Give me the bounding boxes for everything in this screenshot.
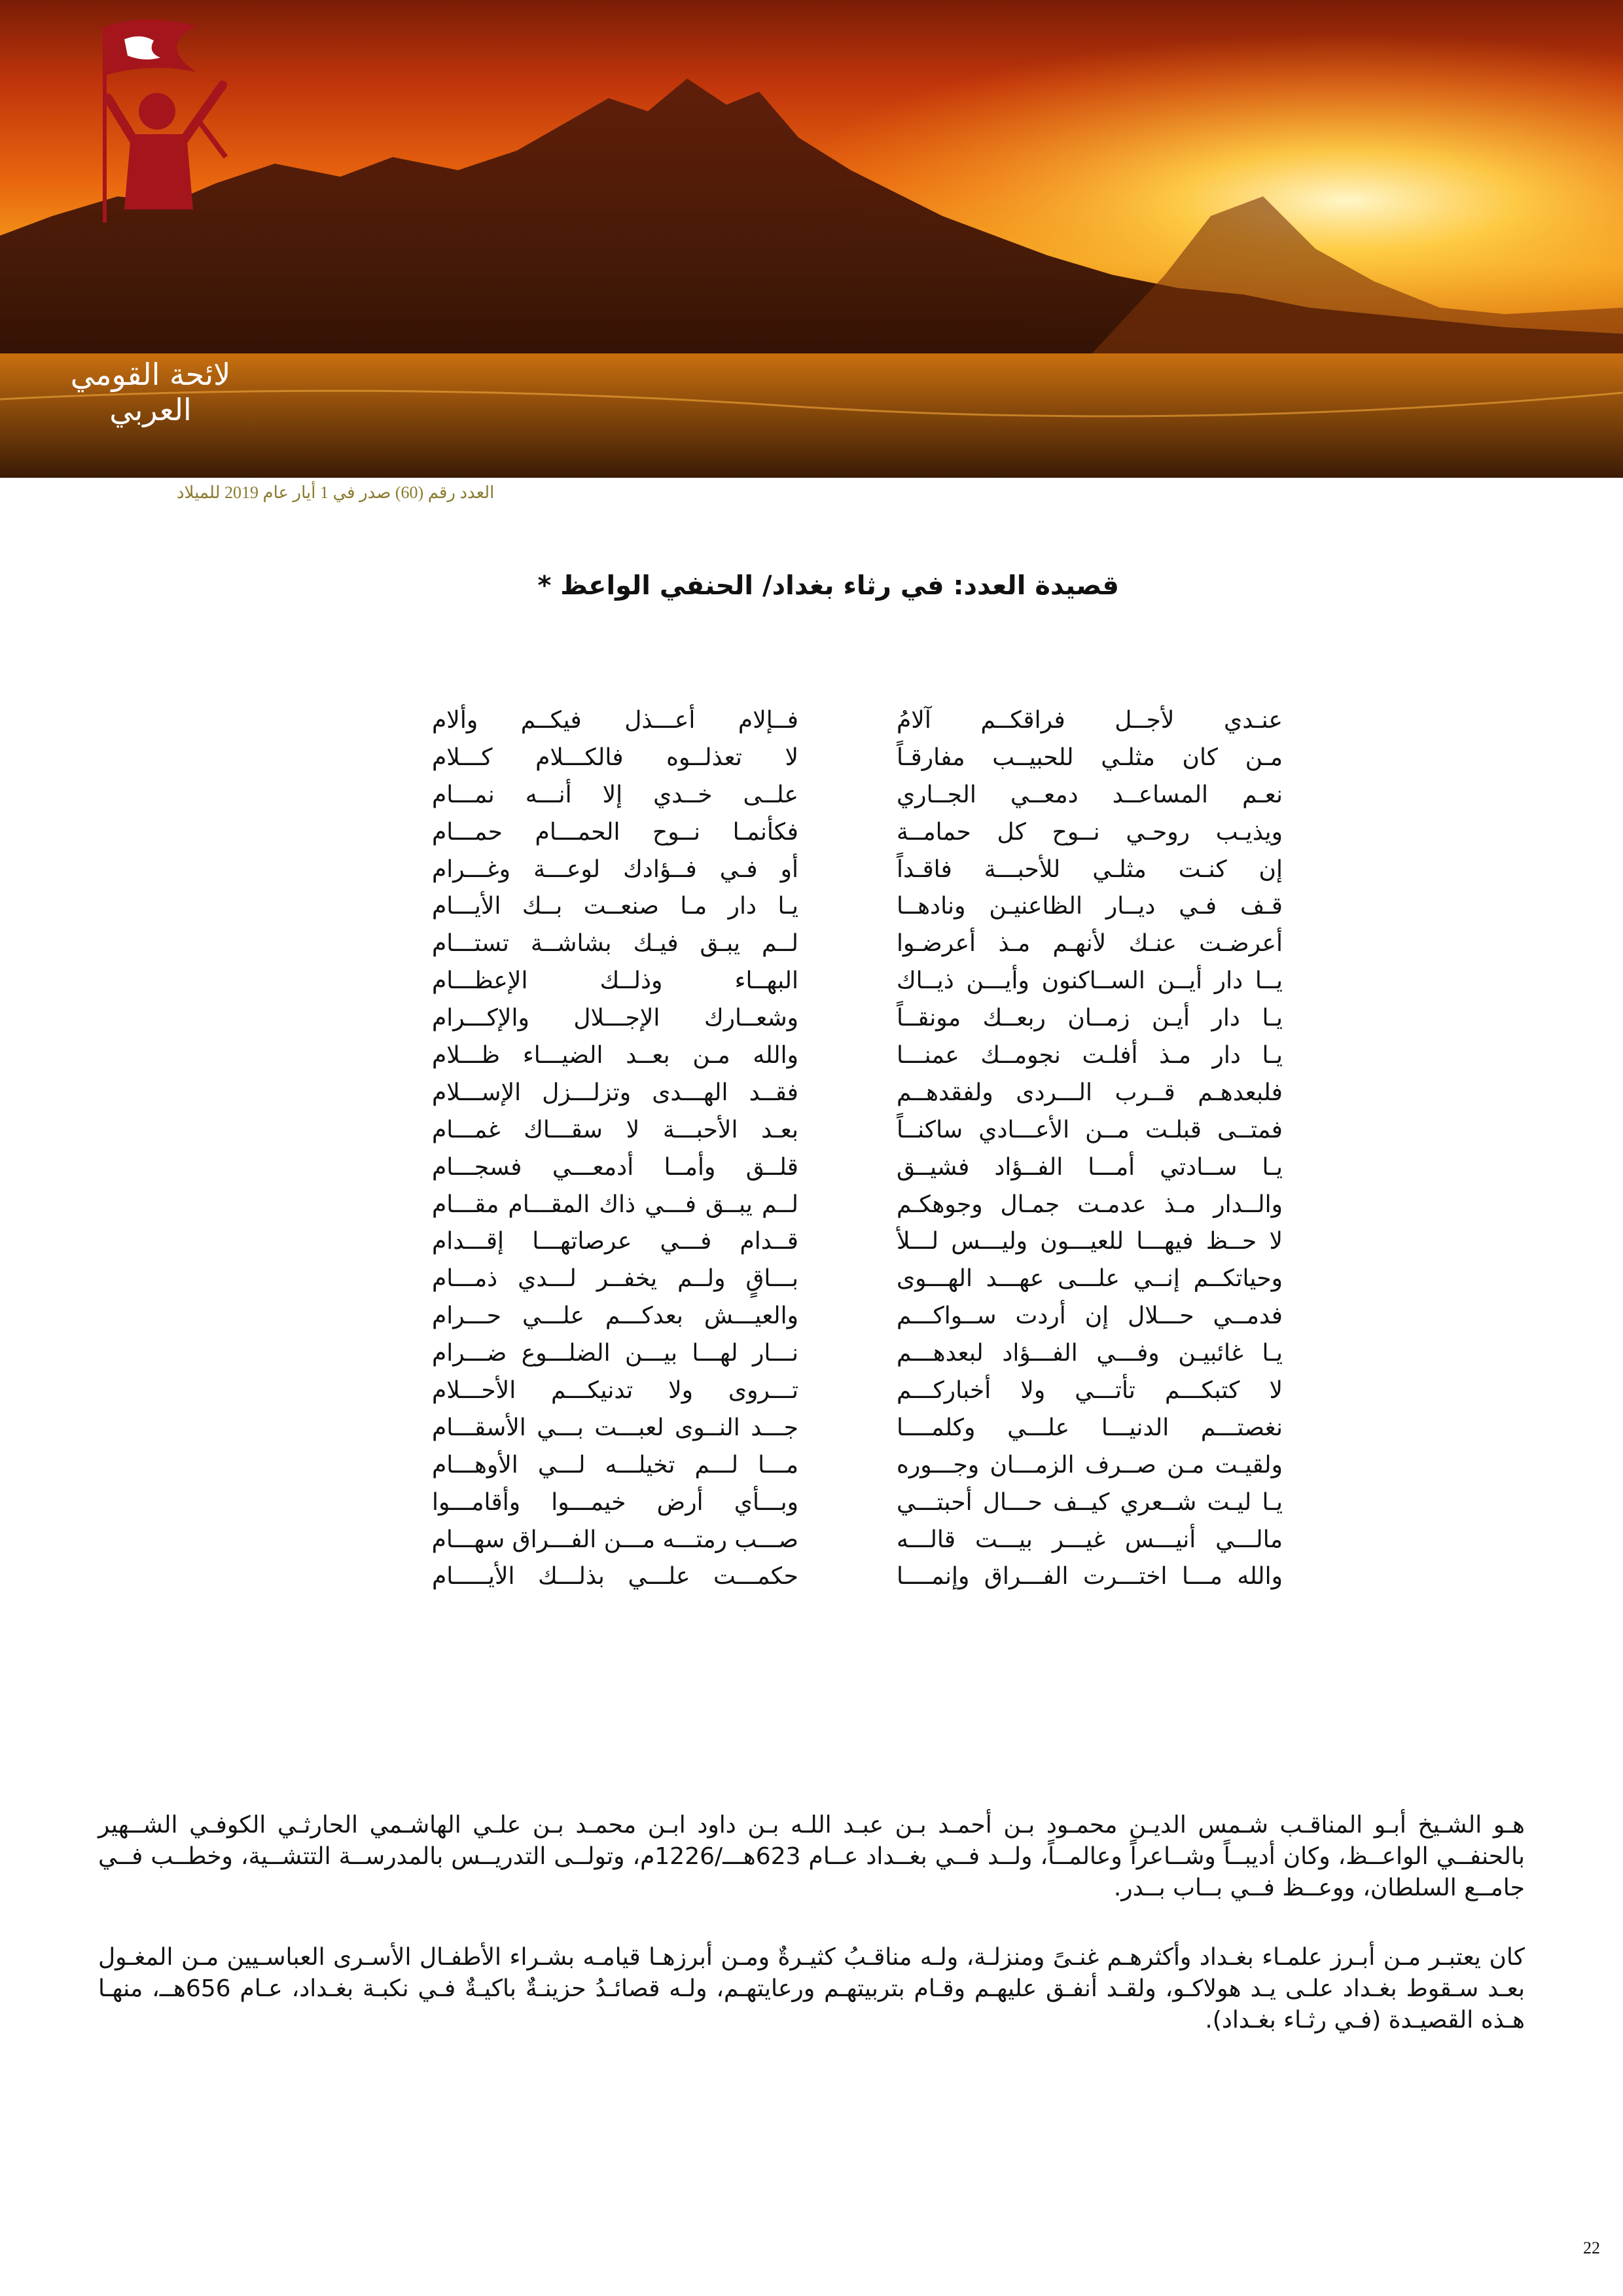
verse-second-hemistich: والله مـن بعــد الضيـــاء ظـــلام: [432, 1041, 798, 1069]
verse-first-hemistich: لا حــظ فيهـــا للعيـــون وليـــس لـــلأ: [897, 1228, 1283, 1255]
flag-fighter-logo: [0, 0, 249, 255]
verse-first-hemistich: فمتــى قبلـت مــن الأعـــادي ساكنــاً: [897, 1116, 1283, 1143]
verse-second-hemistich: فــإلام أعـــذل فيكــم وألام: [432, 706, 798, 734]
poet-biography: [98, 1810, 1525, 2074]
bio-paragraph: كان يعتبـر مـن أبـرز علمـاء بغـداد وأكثرهـم غنـىً ومنزلـة، ولـه مناقـبُ كثيـرةٌ ومـن أبرزهـا قيامـه بشـراء الأطفـال الأسـرى العباسـيين مـن المغـول بعـد سـقوط بغـداد علـى يـد هولاكـو، ولقـد أنفـق عليهـم وقـام بتربيتهـم ورعايتهـم، ولـه قصائـدُ حزينـةٌ باكيـةٌ فـي نكبـة بغـداد، عـام 656هــ، منهـا هـذه القصيـدة (فـي رثـاء بغـداد).: [98, 1944, 1525, 2034]
issue-info: العدد رقم (60) صدر في 1 أيار عام 2019 للميلاد: [177, 483, 495, 502]
poem-verse: [288, 1297, 1283, 1335]
verse-first-hemistich: أعرضـت عنـك لأنهـم مـذ أعرضـوا: [897, 930, 1283, 958]
verse-second-hemistich: يـا دار مـا صنعــت بــك الأيـــام: [432, 893, 798, 920]
verse-second-hemistich: وشعــارك الإجـــلال والإكـــرام: [432, 1005, 798, 1032]
verse-second-hemistich: أو فـي فــؤادك لوعـــة وغـــرام: [432, 855, 798, 883]
poem-verse: [288, 1074, 1283, 1111]
verse-first-hemistich: عنـدي لأجــل فراقكــم آلامُ: [897, 706, 1283, 734]
verse-second-hemistich: لــم يبــق فـــي ذاك المقـــام مقـــام: [432, 1191, 798, 1218]
verse-first-hemistich: مـن كان مثلـي للحبيــب مفارقـاً: [897, 744, 1283, 771]
poem-verse: [288, 702, 1283, 739]
verse-second-hemistich: حكمـــت علـــي بذلـــك الأيـــــام: [432, 1563, 798, 1590]
verse-second-hemistich: فقــد الهـــدى وتزلـــزل الإســـلام: [432, 1079, 798, 1106]
bio-paragraph: هـو الشـيخ أبـو المناقـب شـمس الديـن محمـود بـن أحمـد بـن عبـد اللـه بـن داود ابـن محمـد بـن علـي الهاشـمي الحارثـي الكوفـي الشــهير بالحنفــي الواعــظ، وكان أديبــاً وشــاعراً وعالمــاً، ولــد فــي بغــداد عــام 623هـــ/1226م، وتولــى التدريــس بالمدرســة التتشــية، وخطــب فــي جامــع السلطان، ووعــظ فــي بــاب بــدر.: [98, 1812, 1525, 1901]
poem-verse: [288, 1260, 1283, 1297]
verse-first-hemistich: يـا ســادتي أمـــا الفــؤاد فشيــق: [897, 1153, 1283, 1181]
poem-verse: [288, 1558, 1283, 1595]
poem-verse: [288, 776, 1283, 814]
verse-second-hemistich: البهــاء وذلــك الإعظـــام: [432, 967, 798, 995]
poem-verse: [288, 1111, 1283, 1149]
verse-first-hemistich: فلبعدهـم قــرب الـــردى ولفقدهــم: [897, 1079, 1283, 1106]
verse-second-hemistich: بعـد الأحبـــة لا سقـــاك غمـــام: [432, 1116, 798, 1143]
verse-second-hemistich: بـــاقٍ ولــم يخفــر لـــدي ذمـــام: [432, 1265, 798, 1293]
verse-first-hemistich: والله مـــا اختـــرت الفـــراق وإنمــــا: [897, 1563, 1283, 1590]
poem-verse: [288, 1186, 1283, 1223]
verse-first-hemistich: وحياتكــم إنــي علـــى عهـــد الهـــوى: [897, 1265, 1283, 1293]
logo-title: لائحة القومي العربي: [70, 357, 231, 427]
verse-first-hemistich: نعـم المساعــد دمعــي الجــاري: [897, 781, 1283, 808]
verse-second-hemistich: تـــروى ولا تدنيكـــم الأحـــلام: [432, 1376, 798, 1404]
verse-second-hemistich: لــم يبـق فيـك بشاشــة تستـــام: [432, 930, 798, 958]
verse-first-hemistich: قـف فـي ديــار الظاعنيـن ونادهــا: [897, 893, 1283, 920]
poem-verse: [288, 1372, 1283, 1409]
poem-verse: [288, 814, 1283, 851]
verse-second-hemistich: قــدام فـــي عرصاتهـــا إقـــدام: [432, 1228, 798, 1255]
poem-verse: [288, 888, 1283, 925]
verse-second-hemistich: صـــب رمتـــه مـــن الفـــراق سهـــام: [431, 1526, 798, 1553]
poem-verse: [288, 1521, 1283, 1558]
poem-verse: [288, 1484, 1283, 1521]
verse-first-hemistich: نغصتـــم الدنيـــا علـــي وكلمــــا: [897, 1414, 1283, 1441]
poem-verses: [288, 702, 1283, 1595]
verse-second-hemistich: فكأنمـا نــوح الحمـــام حمـــام: [432, 818, 798, 846]
verse-first-hemistich: فدمــي حـــلال إن أردت ســواكـــم: [897, 1302, 1283, 1330]
verse-first-hemistich: يـا دار أيـن زمــان ربعــك مونقــاً: [897, 1005, 1283, 1032]
poem-verse: [288, 1037, 1283, 1074]
verse-second-hemistich: علــى خــدي إلا أنـــه نمـــام: [432, 781, 798, 808]
verse-first-hemistich: يـا غائبيـن وفـــي الفـــؤاد لبعدهـــم: [897, 1340, 1283, 1367]
verse-first-hemistich: يـا دار مـذ أفلـت نجومــك عمنـــا: [897, 1041, 1283, 1069]
header-banner: [0, 0, 1623, 478]
verse-second-hemistich: قلــق وأمــا أدمعـــي فسجـــام: [432, 1153, 798, 1181]
verse-second-hemistich: جـــد النــوى لعبـــت بـــي الأسقـــام: [432, 1414, 798, 1441]
verse-first-hemistich: مالـــي أنيـــس غيـــر بيـــت قالـــه: [897, 1526, 1283, 1553]
verse-first-hemistich: والــدار مـذ عدمـت جمـال وجوهكـم: [897, 1191, 1283, 1218]
verse-first-hemistich: يـا ليـت شــعري كيــف حـــال أحبتـــي: [897, 1488, 1283, 1516]
poem-verse: [288, 999, 1283, 1037]
page-number: 22: [1583, 2238, 1600, 2257]
verse-first-hemistich: ولقيـت مـن صــرف الزمـــان وجـــوره: [897, 1451, 1283, 1479]
poem-verse: [288, 962, 1283, 999]
verse-first-hemistich: لا كتبكـــم تأتـــي ولا أخباركـــم: [897, 1376, 1283, 1404]
verse-first-hemistich: يــا دار أيــن الســاكنون وأيـــن ذيــاك: [897, 967, 1283, 995]
poem-verse: [288, 1409, 1283, 1446]
verse-first-hemistich: ويذيـب روحـي نــوح كل حمامــة: [897, 818, 1283, 846]
poem-verse: [288, 739, 1283, 776]
poem-verse: [288, 851, 1283, 888]
poem-verse: [288, 1149, 1283, 1186]
verse-second-hemistich: وبـــأي أرض خيمـــوا وأقامـــوا: [432, 1488, 798, 1516]
verse-second-hemistich: نـــار لهـــا بيـــن الضلـــوع ضـــرام: [432, 1340, 798, 1367]
poem-verse: [288, 1335, 1283, 1372]
verse-second-hemistich: مـــا لـــم تخيلـــه لـــي الأوهـــام: [432, 1451, 798, 1479]
poem-title: قصيدة العدد: في رثاء بغداد/ الحنفي الواعظ *: [537, 571, 1119, 601]
verse-first-hemistich: إن كنـت مثلـي للأحبـــة فاقـداً: [897, 855, 1283, 883]
poem-verse: [288, 1446, 1283, 1484]
verse-second-hemistich: لا تعذلــوه فالكـــلام كـــلام: [432, 744, 798, 771]
poem-verse: [288, 1223, 1283, 1260]
verse-second-hemistich: والعيـــش بعدكـــم علـــي حـــرام: [432, 1302, 798, 1330]
poem-verse: [288, 925, 1283, 962]
